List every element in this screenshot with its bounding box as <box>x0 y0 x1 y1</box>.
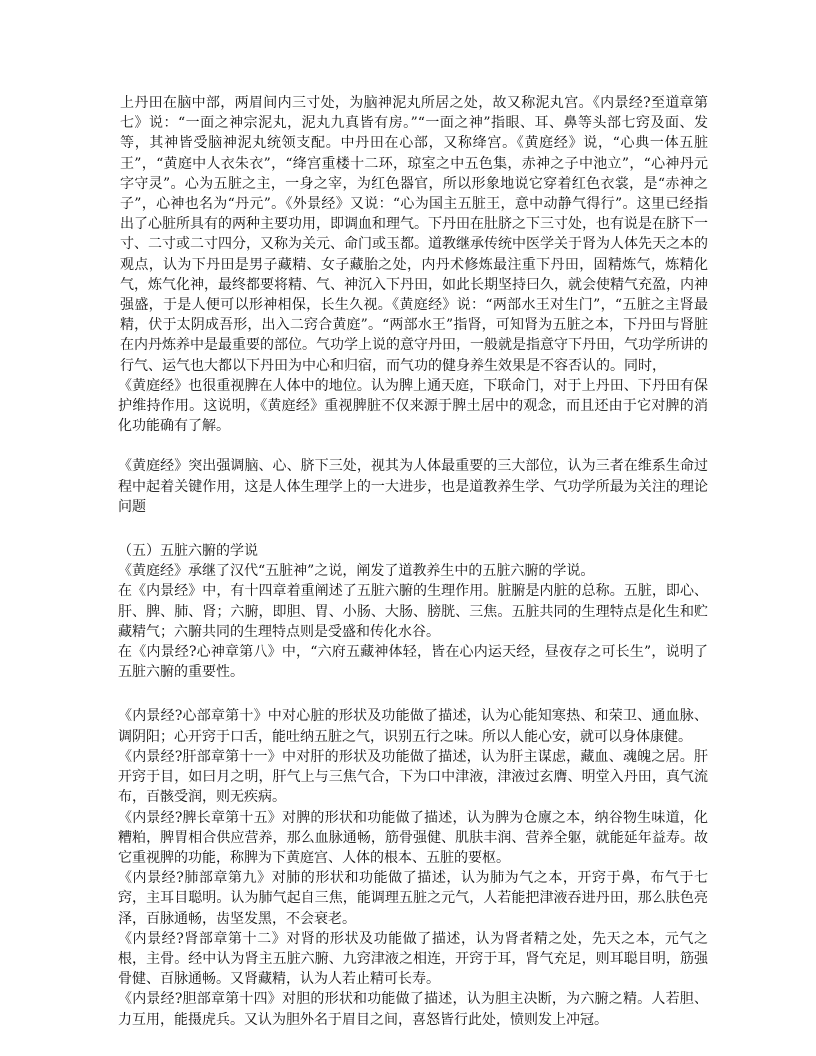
paragraph-spleen: 《内景经?脾长章第十五》对脾的形状和功能做了描述，认为脾为仓廪之本，纳谷物生味道，化糟粕，脾胃相合供应营养，那么血脉通畅，筋骨强健、肌肤丰润、营养全躯，就能延年益寿。故它重视脾的功能，称脾为下黄庭宫、人体的根本、五脏的要枢。 <box>118 809 708 866</box>
paragraph-gallbladder: 《内景经?胆部章第十四》对胆的形状和功能做了描述，认为胆主决断，为六腑之精。人若胆、力互用，能摄虎兵。又认为胆外名于眉目之间，喜怒皆行此处，愤则发上冲冠。 <box>118 991 708 1028</box>
paragraph-spacer <box>118 517 708 541</box>
paragraph-heart: 《内景经?心部章第十》中对心脏的形状及功能做了描述，认为心能知寒热、和荣卫、通血脉、调阴阳；心开窍于口舌，能吐纳五脏之气，识别五行之味。所以人能心安，就可以身体康健。 <box>118 708 708 745</box>
paragraph-five-viscera-theory: 《黄庭经》承继了汉代“五脏神”之说，阐发了道教养生中的五脏六腑的学说。 <box>118 563 595 580</box>
paragraph-lung: 《内景经?肺部章第九》对肺的形状和功能做了描述，认为肺为气之本，开窍于鼻，布气于七窍，主耳目聪明。认为肺气起自三焦，能调理五脏之元气，人若能把津液吞进丹田，那么肤色亮泽，百脉通畅，齿坚发黑，不会衰老。 <box>118 870 708 927</box>
paragraph-liver: 《内景经?肝部章第十一》中对肝的形状及功能做了描述，认为肝主谋虑，藏血、魂魄之居。肝开窍于目，如曰月之明，肝气上与三焦气合，下为口中津液，津液过玄膺、明堂入丹田，真气流布，百骸受润，则无疾病。 <box>118 748 708 806</box>
paragraph-dantian: 上丹田在脑中部，两眉间内三寸处，为脑神泥丸所居之处，故又称泥丸宫。《内景经?至道章第七》说：“一面之神宗泥丸，泥丸九真皆有房。”“一面之神”指眼、耳、鼻等头部七窍及面、发等，其神皆受脑神泥丸统领支配。中丹田在心部，又称绛宫。《黄庭经》说，“心典一体五脏王”，“黄庭中人衣朱衣”，“绛宫重楼十二环，琼室之中五色集，赤神之子中池立”，“心神丹元字守灵”。心为五脏之主，一身之宰，为红色器官，所以形象地说它穿着红色衣裳，是“赤神之子”，心神也名为“丹元”。《外景经》又说：“心为国主五脏王，意中动静气得行”。这里已经指出了心脏所具有的两种主要功用，即调血和理气。下丹田在肚脐之下三寸处，也有说是在脐下一寸、二寸或二寸四分，又称为关元、命门或玉都。道教继承传统中医学关于肾为人体先天之本的观点，认为下丹田是男子藏精、女子藏胎之处，内丹术修炼最注重下丹田，固精炼气，炼精化气，炼气化神，最终都要将精、气、神沉入下丹田，如此长期坚持曰久，就会使精气充盈，内神强盛，于是人便可以形神相保，长生久视。《黄庭经》说：“两部水王对生门”，“五脏之主肾最精，伏于太阴成吾形，出入二窍合黄庭”。“两部水王”指肾，可知肾为五脏之本，下丹田与肾脏在内丹炼养中是最重要的部位。气功学上说的意守丹田，一般就是指意守下丹田，气功学所讲的行气、运气也大都以下丹田为中心和归宿，而气功的健身养生效果是不容否认的。同时， <box>120 95 708 374</box>
paragraph-kidney: 《内景经?肾部章第十二》对肾的形状及功能做了描述，认为肾者精之处，先天之本，元气之根，主骨。经中认为肾主五脏六腑、九窍津液之相连，开窍于耳，肾气充足，则耳聪目明，筋强骨健、百脉通畅。又肾藏精，认为人若止精可长寿。 <box>118 930 708 988</box>
paragraph-fourteen-chapters: 在《内景经》中，有十四章着重阐述了五脏六腑的生理作用。脏腑是内脏的总称。五脏，即心、肝、脾、肺、肾；六腑，即胆、胃、小肠、大肠、膀胱、三焦。五脏共同的生理特点是化生和贮藏精气；六腑共同的生理特点则是受盛和传化水谷。 <box>118 583 708 640</box>
paragraph-three-parts: 《黄庭经》突出强调脑、心、脐下三处，视其为人体最重要的三大部位，认为三者在维系生命过程中起着关键作用，这是人体生理学上的一大进步，也是道教养生学、气功学所最为关注的理论问题 <box>118 458 708 515</box>
paragraph-spleen-position: 《黄庭经》也很重视脾在人体中的地位。认为脾上通天庭，下联命门，对于上丹田、下丹田有保护维持作用。这说明，《黄庭经》重视脾脏不仅来源于脾土居中的观念，而且还由于它对脾的消化功能确有了解。 <box>118 377 708 435</box>
paragraph-spacer <box>118 682 708 706</box>
paragraph-spacer <box>118 436 708 456</box>
document-page <box>118 93 708 1030</box>
section-heading: （五）五脏六腑的学说 <box>118 543 258 560</box>
paragraph-heart-spirit: 在《内景经?心神章第八》中，“六府五藏神体轻，皆在心内运天经，昼夜存之可长生”，说明了五脏六腑的重要性。 <box>118 644 708 681</box>
